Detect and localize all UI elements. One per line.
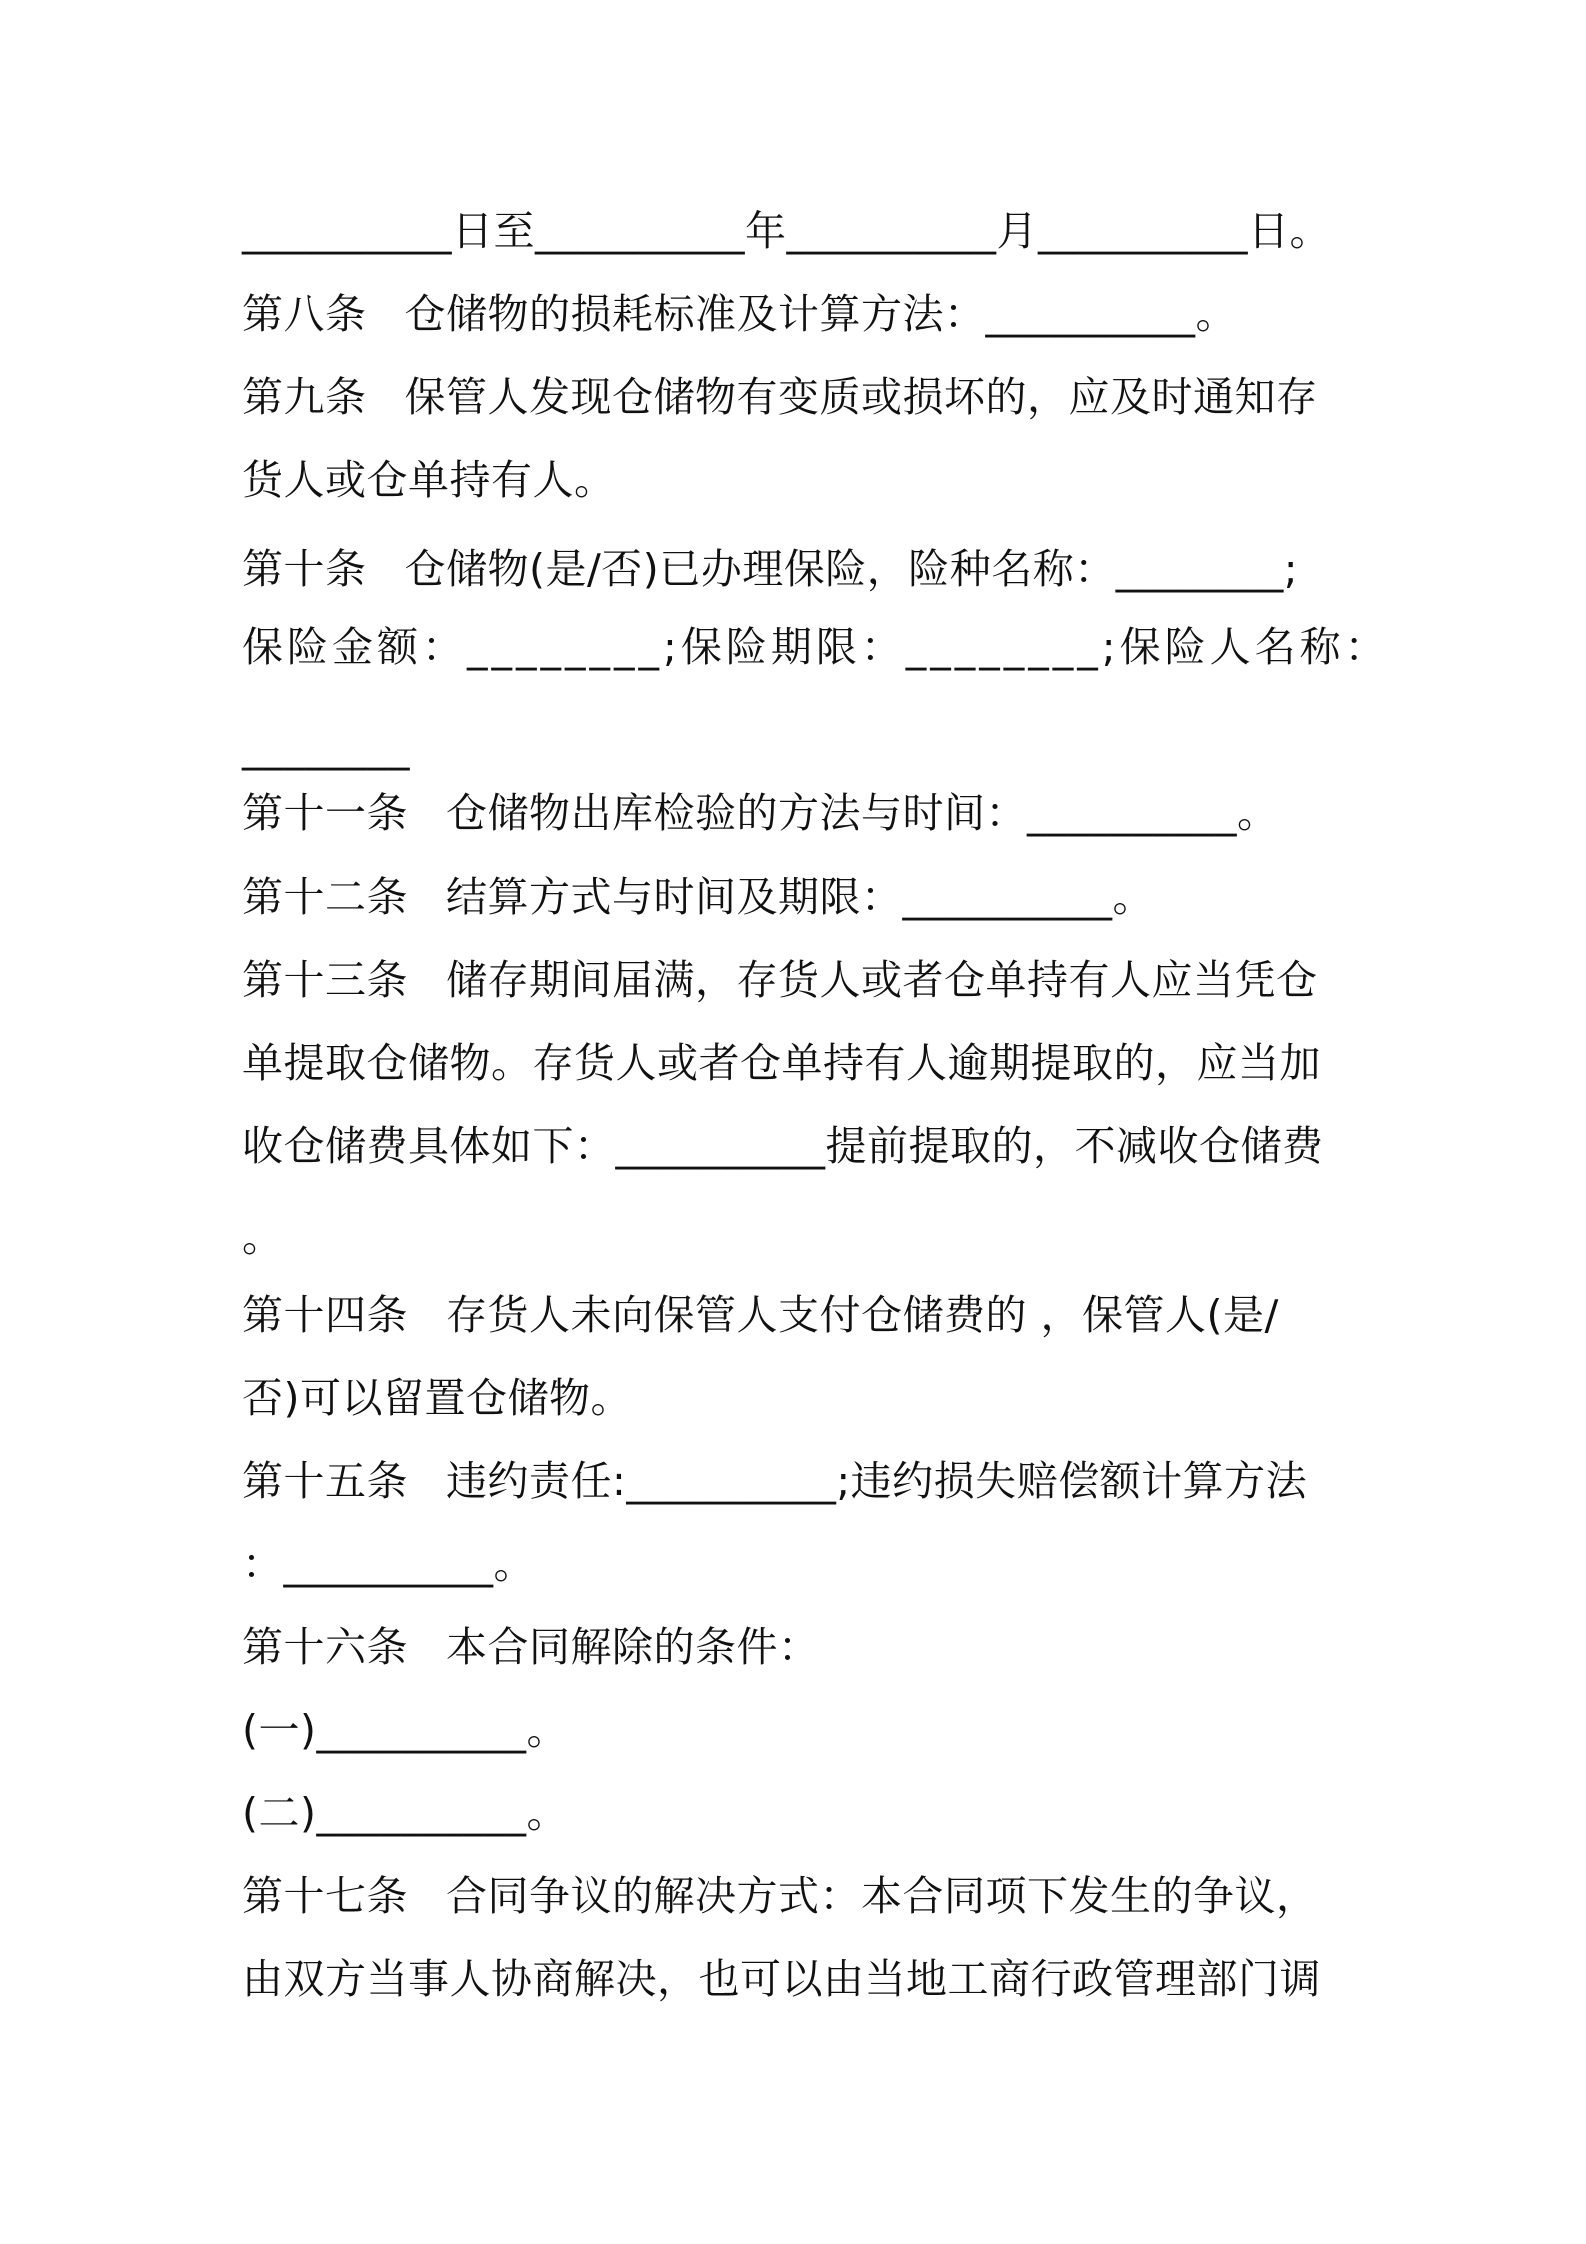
article-12 [242,872,1362,922]
text-line [242,1954,1362,2004]
article-text: 仓储物(是/否)已办理保险，险种名称：________; [404,545,1299,593]
article-text: 仓储物的损耗标准及计算方法：__________。 [404,290,1237,338]
article-number: 第十条 [242,545,367,593]
article-number: 第十六条 [242,1623,408,1671]
line-text: 。 [242,1213,284,1261]
article-text: 合同争议的解决方式：本合同项下发生的争议， [446,1872,1318,1920]
article-8 [242,289,1362,339]
article-11 [242,788,1362,838]
line-text: __________日至__________年__________月__________日。 [242,207,1331,255]
text-line [242,1539,1362,1589]
article-text: 结算方式与时间及期限：__________。 [446,873,1154,921]
text-line [242,1121,1362,1171]
text-line [242,206,1362,256]
text-line [242,1788,1362,1838]
article-17 [242,1871,1362,1921]
article-9 [242,372,1362,422]
text-line [242,722,1362,772]
article-16 [242,1622,1362,1672]
line-text: 单提取仓储物。存货人或者仓单持有人逾期提取的，应当加 [242,1039,1321,1087]
article-text: 保管人发现仓储物有变质或损坏的，应及时通知存 [404,373,1318,421]
article-number: 第九条 [242,373,367,421]
article-number: 第十七条 [242,1872,408,1920]
article-text: 违约责任:__________;违约损失赔偿额计算方法 [446,1457,1308,1505]
text-line [242,455,1362,505]
text-line [242,1705,1362,1755]
line-text: 由双方当事人协商解决，也可以由当地工商行政管理部门调 [242,1955,1321,2003]
article-number: 第八条 [242,290,367,338]
article-13 [242,955,1362,1005]
article-text: 仓储物出库检验的方法与时间：__________。 [446,789,1279,837]
article-15 [242,1456,1362,1506]
article-number: 第十三条 [242,956,408,1004]
line-text: 收仓储费具体如下：__________提前提取的，不减收仓储费 [242,1122,1324,1170]
line-text: (二)__________。 [242,1789,568,1837]
line-text: ：__________。 [242,1540,535,1588]
article-number: 第十五条 [242,1457,408,1505]
article-text: 存货人未向保管人支付仓储费的 ，保管人(是/ [446,1291,1279,1339]
article-text: 储存期间届满，存货人或者仓单持有人应当凭仓 [446,956,1318,1004]
article-text: 本合同解除的条件： [446,1623,820,1671]
article-number: 第十二条 [242,873,408,921]
article-10 [242,544,1362,594]
text-line [242,1212,1362,1262]
text-line [242,1038,1362,1088]
line-text: 否)可以留置仓储物。 [242,1374,632,1422]
line-text: 保险金额：________;保险期限：________;保险人名称： [242,623,1390,671]
line-text: 货人或仓单持有人。 [242,456,616,504]
text-line [242,622,1390,672]
line-text: (一)__________。 [242,1706,568,1754]
article-14 [242,1290,1362,1340]
article-number: 第十四条 [242,1291,408,1339]
text-line [242,1373,1362,1423]
line-text: ________ [242,723,410,771]
article-number: 第十一条 [242,789,408,837]
